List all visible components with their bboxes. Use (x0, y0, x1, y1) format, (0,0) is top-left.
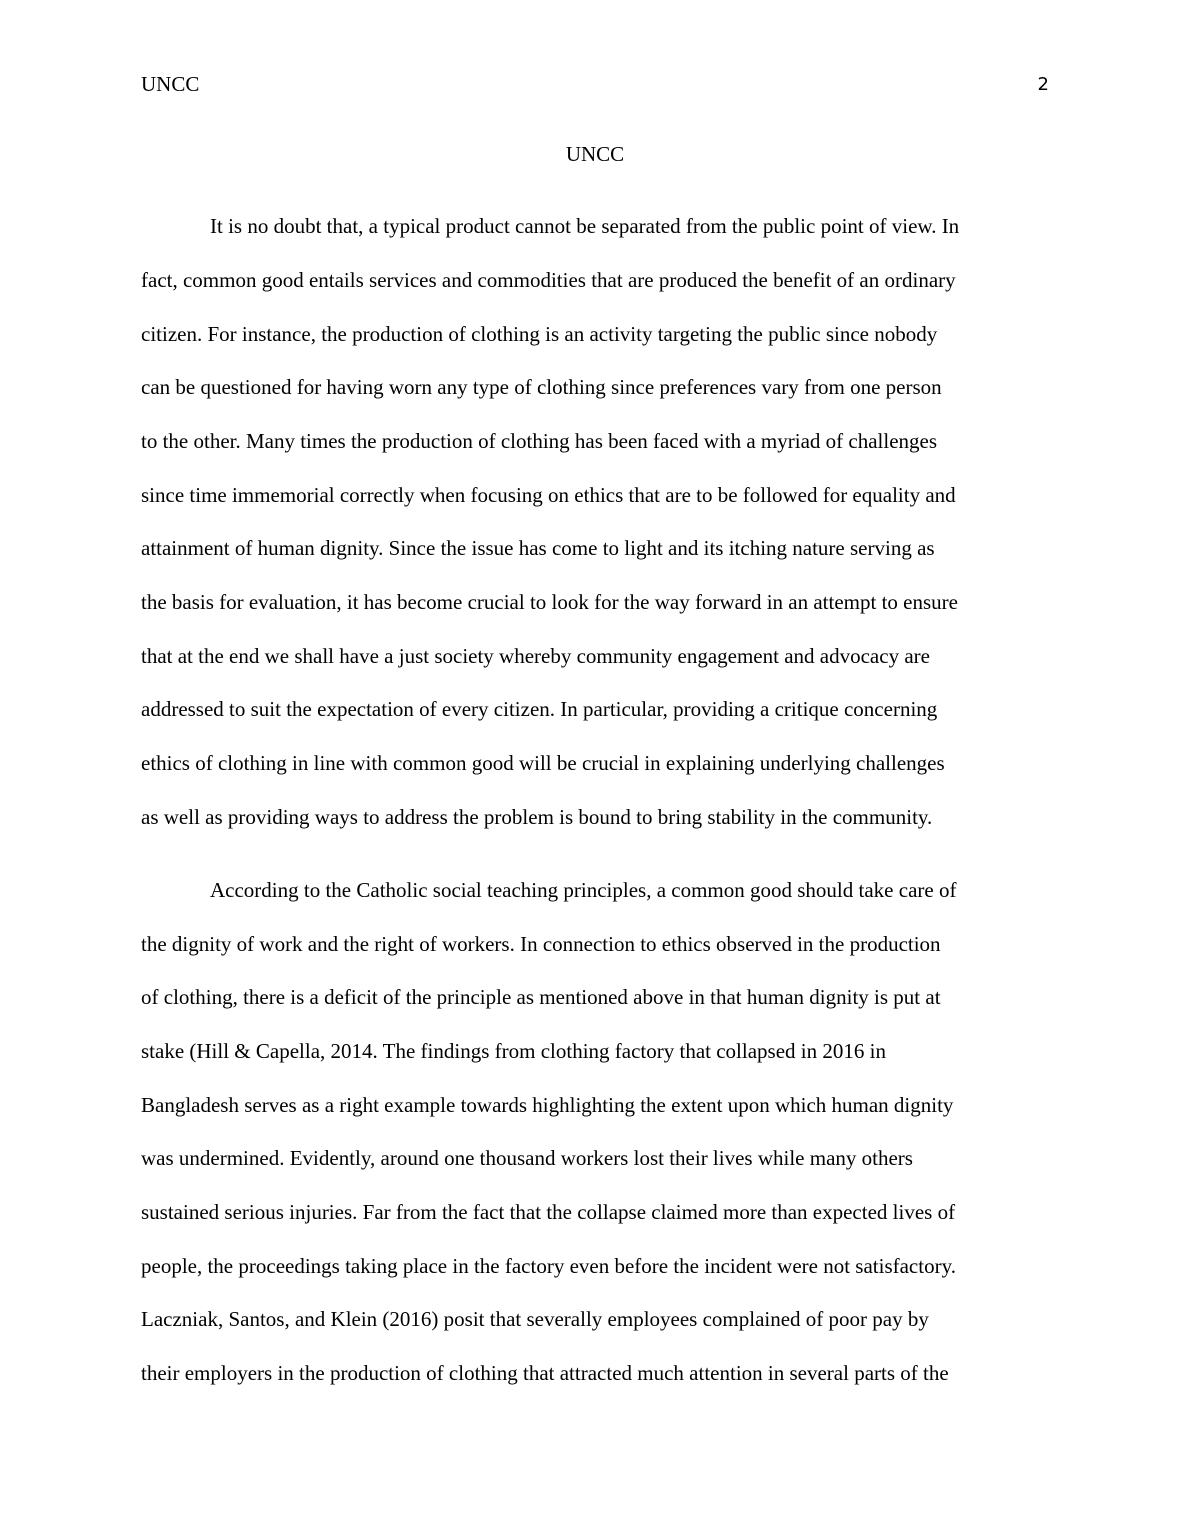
paragraph-1-line: fact, common good entails services and commodities that are produced the benefit of an ordinary (141, 268, 956, 292)
paragraph-1-line: as well as providing ways to address the problem is bound to bring stability in the community. (141, 805, 933, 829)
paragraph-1-line: can be questioned for having worn any type of clothing since preferences vary from one person (141, 375, 942, 399)
paragraph-1-line: the basis for evaluation, it has become crucial to look for the way forward in an attempt to ensure (141, 590, 958, 614)
running-head: UNCC (141, 72, 200, 96)
paragraph-1-line: addressed to suit the expectation of every citizen. In particular, providing a critique concerning (141, 697, 938, 721)
paragraph-2-line: of clothing, there is a deficit of the principle as mentioned above in that human dignity is put at (141, 985, 941, 1009)
paragraph-1-line: that at the end we shall have a just society whereby community engagement and advocacy are (141, 644, 930, 668)
paragraph-1-line: since time immemorial correctly when focusing on ethics that are to be followed for equality and (141, 483, 956, 507)
paragraph-1-line: citizen. For instance, the production of clothing is an activity targeting the public since nobody (141, 322, 938, 346)
paragraph-2-line: was undermined. Evidently, around one thousand workers lost their lives while many others (141, 1146, 913, 1170)
paragraph-1-line: attainment of human dignity. Since the issue has come to light and its itching nature serving as (141, 536, 935, 560)
paragraph-2-line: According to the Catholic social teaching principles, a common good should take care of (210, 878, 957, 902)
paragraph-2-line: Laczniak, Santos, and Klein (2016) posit that severally employees complained of poor pay by (141, 1307, 929, 1331)
paragraph-1-line: to the other. Many times the production of clothing has been faced with a myriad of challenges (141, 429, 938, 453)
paragraph-2-line: people, the proceedings taking place in the factory even before the incident were not satisfactory. (141, 1254, 956, 1278)
page-number: 2 (1037, 74, 1049, 95)
paragraph-2-line: stake (Hill & Capella, 2014. The findings from clothing factory that collapsed in 2016 in (141, 1039, 886, 1063)
paragraph-1-line: It is no doubt that, a typical product cannot be separated from the public point of view. In (210, 214, 960, 238)
paragraph-1-line: ethics of clothing in line with common good will be crucial in explaining underlying challenges (141, 751, 945, 775)
paragraph-2-line: their employers in the production of clothing that attracted much attention in several parts of the (141, 1361, 949, 1385)
paragraph-2-line: sustained serious injuries. Far from the fact that the collapse claimed more than expected lives of (141, 1200, 956, 1224)
page-title: UNCC (565, 142, 625, 166)
paragraph-2-line: Bangladesh serves as a right example towards highlighting the extent upon which human dignity (141, 1093, 954, 1117)
paragraph-2-line: the dignity of work and the right of workers. In connection to ethics observed in the production (141, 932, 941, 956)
